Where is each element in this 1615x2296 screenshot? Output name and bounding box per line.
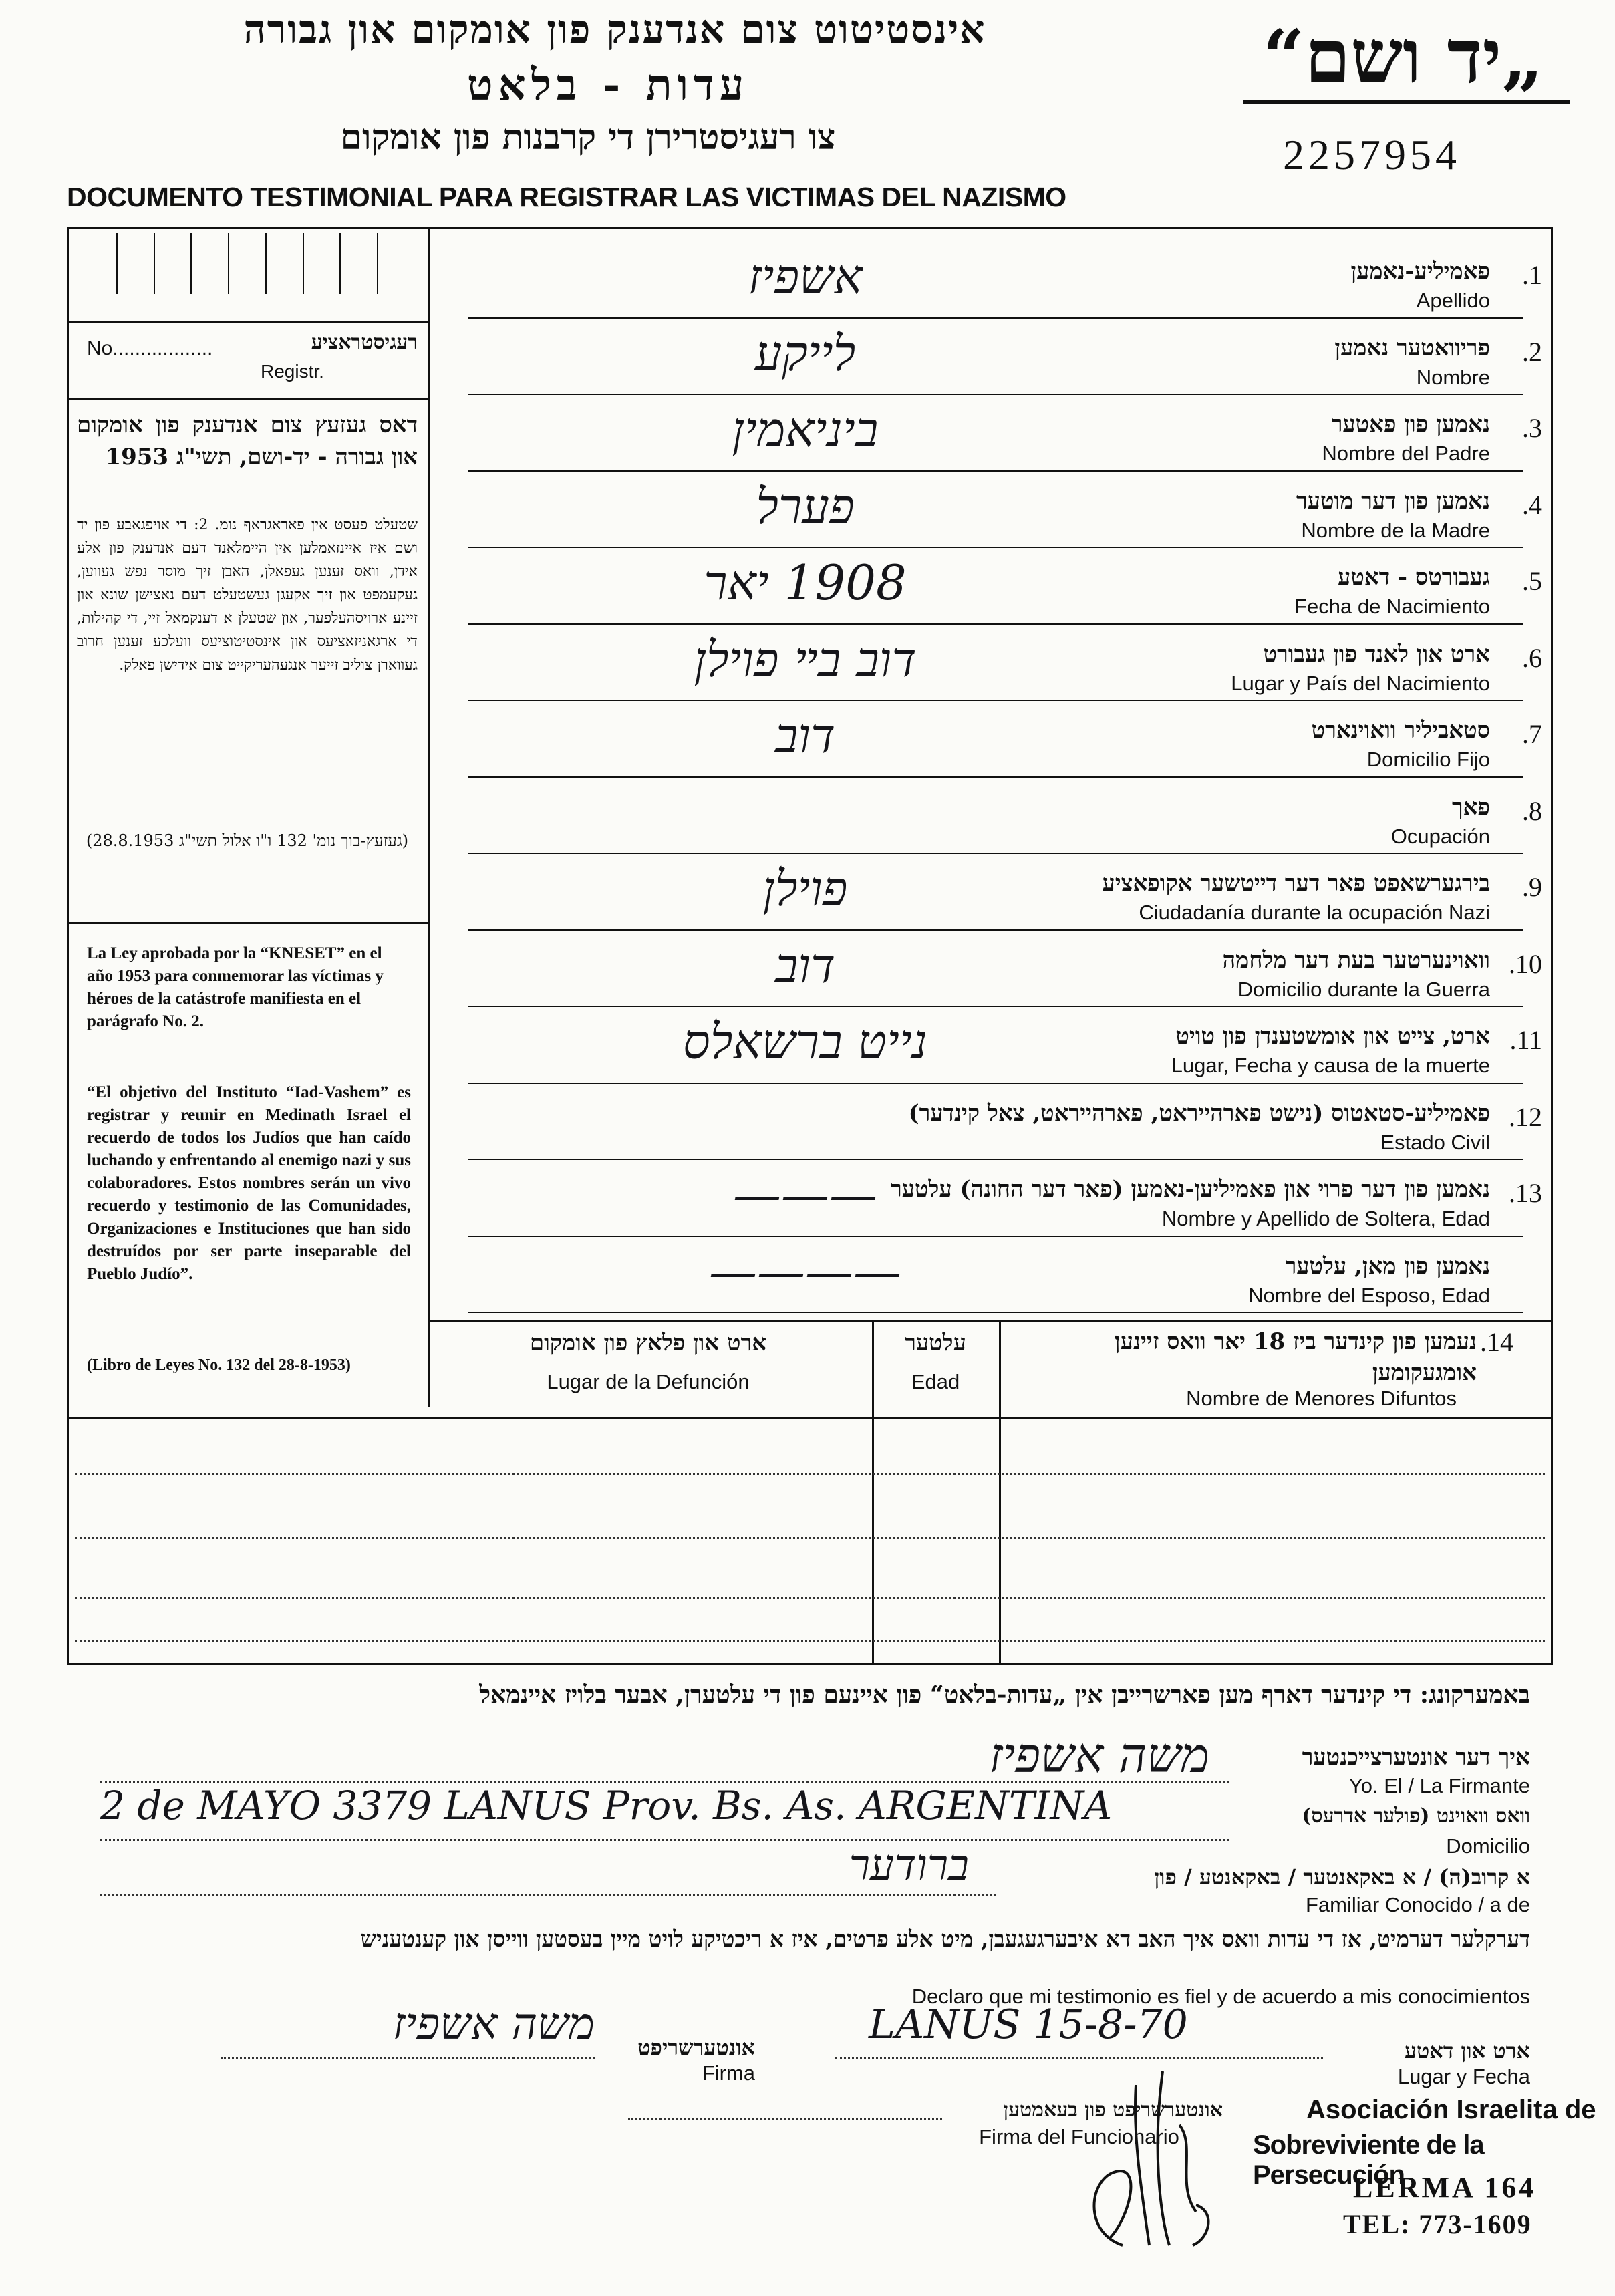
field-label-es: Estado Civil <box>1380 1130 1490 1154</box>
declaration-es: Declaro que mi testimonio es fiel y de acuerdo a mis conocimientos <box>911 1985 1530 2008</box>
children-row-1[interactable] <box>75 1473 1545 1475</box>
field-label-heb: נאמען פון דער מוטער <box>1296 487 1490 515</box>
signature-value[interactable]: משה אשפיז <box>392 1998 595 2049</box>
law-heb-body: שטעלט פעסט אין פאראגראף נומ. 2: די אויפגאבע פון יד ושם איז איינזאמלען אין היימלאנד דעם אנדענק פון אלע אידן, וואס זענען געפאלן, האבן זיך מוסר נפש געווען, געקעמפט און זיך אקעגן געשטעלט דעם נאצישן שונא און זיינע ארויסהעלפער, און שטעלן א דענקמאל זיי, די קהילות, די ארגאניזאציעס און אינסטיטוציעס וועלכע זענען חרוב געווארן צוליב זייער אנגעהעריקייט צום אידישן פאלק. <box>77 517 418 674</box>
field-label-es: Apellido <box>1416 289 1490 312</box>
table-col-divider-2 <box>999 1320 1001 1664</box>
field-label-es: Nombre de la Madre <box>1301 518 1490 542</box>
children-col1-es: Nombre de Menores Difuntos <box>1186 1387 1457 1410</box>
signature-label-es: Firma <box>702 2061 755 2085</box>
field-value[interactable]: ———— <box>709 1243 901 1300</box>
registration-number: No.................. <box>87 337 213 360</box>
field-row-9 <box>431 861 1550 943</box>
official-line[interactable] <box>628 2118 942 2120</box>
field-underline <box>468 1159 1523 1160</box>
field-underline <box>468 1312 1523 1313</box>
law-es-ref: (Libro de Leyes No. 132 del 28-8-1953) <box>87 1356 351 1374</box>
law-heb-title: דאס געזעץ צום אנדענק פון אומקום און גבורה - יד-ושם, תשי"ג 1953 <box>77 412 418 470</box>
field-label-es: Domicilio durante la Guerra <box>1237 977 1490 1001</box>
children-row-3[interactable] <box>75 1597 1545 1599</box>
field-label-heb: פאמיליע-סטאטוס (נישט פארהייראט, פארהייראט, צאל קינדער) <box>908 1099 1490 1127</box>
field-underline <box>468 1006 1523 1007</box>
field-value[interactable]: פערל <box>756 478 855 535</box>
field-value[interactable]: דוב <box>774 937 836 994</box>
field-number: .9 <box>1522 872 1542 902</box>
field-number: .4 <box>1522 489 1542 520</box>
field-underline <box>468 929 1523 931</box>
children-col3-es: Lugar de la Defunción <box>547 1370 750 1393</box>
field-label-heb: ארט און לאנד פון געבורט <box>1263 640 1490 668</box>
place-date-label-heb: ארט און דאטע <box>1404 2038 1530 2063</box>
field-underline <box>468 1236 1523 1237</box>
signature-label-heb: אונטערשריפט <box>637 2035 755 2060</box>
stamp-line-3: LERMA 164 <box>1353 2171 1537 2204</box>
field-value[interactable]: לייקע <box>754 325 856 382</box>
field-underline <box>468 394 1523 395</box>
address-line[interactable] <box>100 1839 1229 1841</box>
field-number: .13 <box>1509 1178 1542 1208</box>
sidebar-rule-1 <box>67 321 428 323</box>
stamp-line-2: Sobreviviente de la Persecución <box>1253 2130 1484 2190</box>
field-label-es: Nombre del Padre <box>1322 442 1490 465</box>
signer-name-value[interactable]: משה אשפיז <box>989 1727 1209 1783</box>
address-value[interactable]: 2 de MAYO 3379 LANUS Prov. Bs. As. ARGENTINA <box>100 1783 1113 1828</box>
field-label-heb: פאמיליע-נאמען <box>1350 258 1490 285</box>
field-number: .1 <box>1522 260 1542 290</box>
stamp-line-4: TEL: 773-1609 <box>1343 2209 1532 2239</box>
signature-line[interactable] <box>221 2057 595 2059</box>
field-value[interactable]: דוב בײ פוילן <box>694 631 917 688</box>
field-label-es: Domicilio Fijo <box>1366 748 1490 771</box>
official-label-es: Firma del Funcionario <box>979 2125 1179 2148</box>
field-label-heb: ארט, צייט און אומשטענדן פון טויט <box>1175 1023 1490 1050</box>
field-row-1 <box>431 249 1550 331</box>
field-row-7 <box>431 708 1550 790</box>
field-number: .12 <box>1509 1101 1542 1132</box>
table-top-rule <box>428 1320 1553 1322</box>
field-underline <box>468 776 1523 778</box>
sidebar-rule-2 <box>67 398 428 400</box>
field-value[interactable]: נייט ברשאלס <box>682 1014 928 1070</box>
document-title: DOCUMENTO TESTIMONIAL PARA REGISTRAR LAS VICTIMAS DEL NAZISMO <box>67 182 1066 212</box>
field-value[interactable]: אשפיז <box>748 249 863 305</box>
field-number: .6 <box>1522 642 1542 673</box>
field-14-number: .14 <box>1480 1327 1513 1357</box>
field-underline <box>468 317 1523 319</box>
registration-label-heb: רעגיסטראציע <box>311 331 418 354</box>
field-number: .3 <box>1522 413 1542 443</box>
field-row-3 <box>431 402 1550 484</box>
field-label-heb: געבורטס - דאטע <box>1338 564 1490 591</box>
relation-line[interactable] <box>100 1894 996 1896</box>
law-heb-ref: (געזעץ-בוך נומ' 132 ו"ו אלול תשי"ג 28.8.1953) <box>86 831 409 850</box>
field-underline <box>468 547 1523 548</box>
relation-value[interactable]: ברודער <box>849 1841 969 1890</box>
official-signature <box>1042 2045 1243 2259</box>
field-number: .2 <box>1522 336 1542 367</box>
children-col1-heb: נעמען פון קינדער ביז 18 יאר וואס זיינען אומגעקומען <box>1115 1328 1477 1386</box>
header-line-3: צו רעגיסטרירן די קרבנות פון אומקום <box>340 117 836 158</box>
place-date-label-es: Lugar y Fecha <box>1397 2065 1530 2088</box>
field-label-heb: פריוואטער נאמען <box>1334 334 1490 362</box>
logo-underline <box>1243 100 1570 104</box>
field-underline <box>468 470 1523 472</box>
address-label-es: Domicilio <box>1446 1834 1530 1858</box>
field-number: .10 <box>1509 948 1542 979</box>
header-line-1: אינסטיטוט צום אנדענק פון אומקום און גבורה <box>243 7 986 52</box>
stamp-line-1: Asociación Israelita de <box>1306 2095 1596 2124</box>
registration-label-es: Registr. <box>261 361 324 382</box>
children-row-2[interactable] <box>75 1537 1545 1539</box>
field-label-es: Ciudadanía durante la ocupación Nazi <box>1139 901 1490 924</box>
field-number: .5 <box>1522 566 1542 596</box>
field-label-es: Lugar y País del Nacimiento <box>1231 671 1490 695</box>
field-value[interactable]: ——— <box>733 1167 877 1223</box>
field-label-es: Ocupación <box>1390 824 1490 848</box>
field-label-es: Nombre del Esposo, Edad <box>1248 1283 1490 1307</box>
field-underline <box>468 700 1523 701</box>
relation-label-heb: א קרוב(ה) / א באקאנטער / באקאנטע / פון <box>1154 1864 1530 1890</box>
field-value[interactable]: דוב <box>774 708 836 764</box>
field-row-10 <box>431 937 1550 1020</box>
declaration-heb: דערקלער דערמיט, אז די עדות וואס איך האב דא איבערגעגעבן, מיט אלע פרטים, איז א ריכטיקע לויט מיין בעסטען ווייסן און קענטעניש <box>360 1926 1530 1952</box>
field-label-es: Fecha de Nacimiento <box>1294 595 1490 618</box>
relation-label-es: Familiar Conocido / a de <box>1306 1893 1530 1916</box>
field-underline <box>468 1083 1523 1084</box>
field-row-8 <box>431 790 1550 867</box>
field-row-12 <box>431 1096 1550 1173</box>
law-es-intro: La Ley aprobada por la “KNESET” en el año 1953 para conmemorar las víctimas y héroes de la catástrofe manifiesta en el parágrafo No. 2. <box>87 944 384 1030</box>
field-value[interactable]: ביניאמין <box>732 402 879 458</box>
children-col2-es: Edad <box>911 1370 960 1393</box>
header-line-2: עדות - בלאט <box>466 60 750 110</box>
field-row-6 <box>431 631 1550 714</box>
place-date-value[interactable]: LANUS 15-8-70 <box>869 2001 1188 2048</box>
field-label-heb: נאמען פון מאן, עלטער <box>1285 1252 1490 1280</box>
field-underline <box>468 853 1523 854</box>
table-header-rule <box>67 1417 1553 1419</box>
official-label-heb: אונטערשריפט פון בעאמטען <box>1003 2098 1223 2122</box>
field-label-heb: פאך <box>1451 793 1490 821</box>
field-number: .7 <box>1522 719 1542 749</box>
address-label-heb: וואס וואוינט (פולער אדרעס) <box>1302 1804 1530 1828</box>
field-row-2 <box>431 325 1550 408</box>
field-label-heb: בירגערשאפט פאר דער דייטשער אקופאציע <box>1102 870 1490 897</box>
field-label-heb: נאמען פון דער פרוי און פאמיליען-נאמען (פאר דער החונה) עלטער <box>891 1176 1490 1203</box>
field-value[interactable]: 1908 יאר <box>704 555 907 611</box>
children-col3-heb: ארט און פלאץ פון אומקום <box>529 1330 767 1356</box>
field-value[interactable]: פוילן <box>762 861 848 917</box>
sidebar-divider <box>428 227 430 1407</box>
field-row-13 <box>431 1167 1550 1249</box>
field-number: .8 <box>1522 795 1542 826</box>
field-label-es: Nombre y Apellido de Soltera, Edad <box>1161 1207 1490 1230</box>
field-label-es: Lugar, Fecha y causa de la muerte <box>1171 1054 1490 1077</box>
field-label-heb: נאמען פון פאטער <box>1331 411 1490 438</box>
children-col2-heb: עלטער <box>905 1330 966 1356</box>
yad-vashem-logo: „יד ושם“ <box>1262 13 1544 100</box>
serial-number: 2257954 <box>1283 131 1461 178</box>
field-label-heb: וואוינערטער בעת דער מלחמה <box>1222 946 1490 974</box>
field-row-4 <box>431 478 1550 561</box>
remark-heb: באמערקונג: די קינדער דארף מען פארשרייבן אין „עדות-בלאט“ פון איינעם פון די עלטערן, אבער בלויז איינמאל <box>479 1681 1530 1709</box>
signer-label-es: Yo. El / La Firmante <box>1348 1774 1530 1798</box>
field-label-heb: סטאביליר וואוינארט <box>1311 717 1490 744</box>
sidebar-rule-3 <box>67 922 428 924</box>
registration-boxes <box>80 233 414 294</box>
signer-label-heb: איך דער אונטערצייכנטער <box>1302 1744 1530 1771</box>
field-number: .11 <box>1509 1025 1542 1055</box>
field-underline <box>468 623 1523 625</box>
field-row-14 <box>431 1243 1550 1326</box>
table-col-divider-1 <box>872 1320 874 1664</box>
field-label-es: Nombre <box>1416 365 1490 389</box>
children-row-4[interactable] <box>75 1640 1545 1642</box>
field-row-11 <box>431 1014 1550 1096</box>
field-row-5 <box>431 555 1550 637</box>
law-es-objective: “El objetivo del Instituto “Iad-Vashem” es registrar y reunir en Medinath Israel el recuerdo de todos los Judíos que han caído luchando y enfrentando al enemigo nazi y sus colaboradores. Estos nombres serán un vivo recuerdo y testimonio de las Comunidades, Organizaciones e Instituciones que han sido destruídos por ser parte inseparable del Pueblo Judío”. <box>87 1083 411 1283</box>
